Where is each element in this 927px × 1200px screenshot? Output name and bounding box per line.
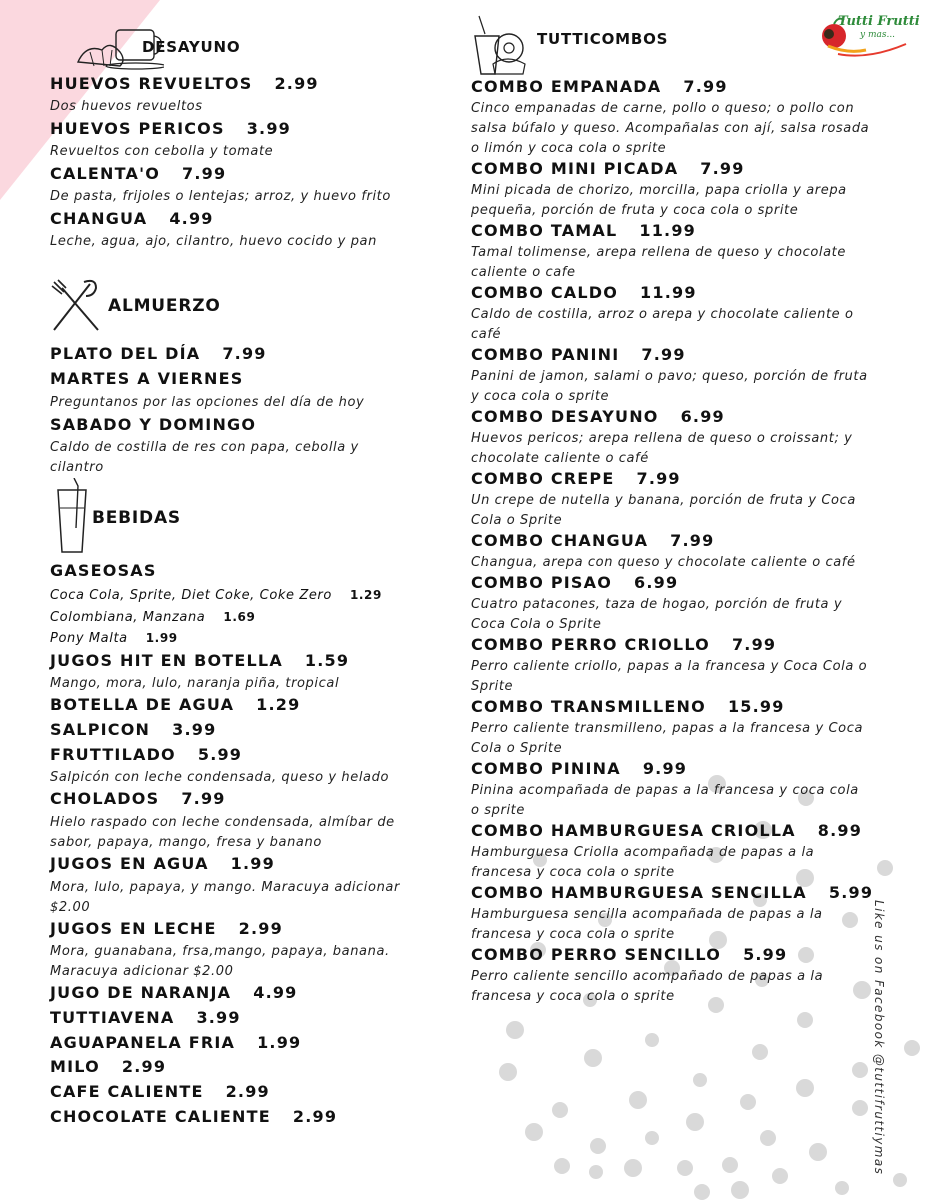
drink-glass-icon <box>54 478 90 556</box>
gaseosa-text: Coca Cola, Sprite, Diet Coke, Coke Zero <box>50 588 332 603</box>
item-description: Huevos pericos; arepa rellena de queso o croissant; y chocolate caliente o café <box>471 431 853 466</box>
item-price: 2.99 <box>292 1106 338 1126</box>
item-description: Tamal tolimense, arepa rellena de queso y chocolate caliente o cafe <box>471 245 846 280</box>
facebook-note: Like us on Facebook @tuttifruttiymas <box>872 900 886 1176</box>
item-description: Perro caliente sencillo acompañado de papas a la francesa y coca cola o sprite <box>471 969 824 1004</box>
item-name: JUGO DE NARANJA <box>50 983 232 1003</box>
decor-dot <box>694 1184 710 1200</box>
decor-dot <box>731 1181 749 1199</box>
menu-item <box>471 407 871 429</box>
item-name: TUTTIAVENA <box>50 1008 175 1027</box>
decor-dot <box>852 1100 868 1116</box>
item-price: 1.99 <box>257 1032 302 1052</box>
item-price: 8.99 <box>817 821 863 840</box>
sabado-desc: Caldo de costilla de res con papa, cebolla y cilantro <box>50 440 359 475</box>
decor-dot <box>722 1157 738 1173</box>
item-name: JUGOS EN AGUA <box>50 853 209 873</box>
decor-dot <box>645 1131 659 1145</box>
menu-item <box>50 918 450 943</box>
item-description: De pasta, frijoles o lentejas; arroz, y huevo frito <box>50 189 391 204</box>
menu-item <box>471 573 871 595</box>
item-name: MILO <box>50 1057 100 1077</box>
item-name: COMBO PANINI <box>471 345 620 364</box>
item-price: 2.99 <box>274 74 319 93</box>
menu-item <box>50 117 450 142</box>
item-name: COMBO PERRO SENCILLO <box>471 945 722 964</box>
decor-dot <box>893 1173 907 1187</box>
item-price: 7.99 <box>641 345 686 364</box>
item-description: Mora, guanabana, frsa,mango, papaya, banana. Maracuya adicionar $2.00 <box>50 944 390 980</box>
menu-item <box>50 1056 450 1081</box>
item-name: COMBO PERRO CRIOLLO <box>471 635 710 654</box>
martes-a-viernes: MARTES A VIERNES <box>50 369 244 388</box>
item-description: Hielo raspado con leche condensada, almíbar de sabor, papaya, mango, fresa y banano <box>50 814 395 850</box>
item-name: SALPICON <box>50 719 151 739</box>
decor-dot <box>554 1158 570 1174</box>
item-name: CHANGUA <box>50 209 148 228</box>
menu-item <box>50 744 450 769</box>
item-description: Cuatro patacones, taza de hogao, porción de fruta y Coca Cola o Sprite <box>471 597 843 632</box>
item-price: 7.99 <box>222 344 267 363</box>
decor-dot <box>796 1079 814 1097</box>
menu-item <box>50 1007 450 1032</box>
menu-item <box>471 945 871 967</box>
menu-item <box>471 635 871 657</box>
gaseosa-text: Pony Malta <box>50 631 128 646</box>
item-description: Leche, agua, ajo, cilantro, huevo cocido y pan <box>50 234 377 249</box>
item-name: COMBO HAMBURGUESA CRIOLLA <box>471 821 796 840</box>
decor-dot <box>835 1181 849 1195</box>
item-description: Salpicón con leche condensada, queso y helado <box>50 770 390 786</box>
item-price: 7.99 <box>700 159 745 178</box>
item-description: Changua, arepa con queso y chocolate caliente o café <box>471 555 856 570</box>
item-description: Mango, mora, lulo, naranja piña, tropical <box>50 676 340 692</box>
item-description: Un crepe de nutella y banana, porción de fruta y Coca Cola o Sprite <box>471 493 856 528</box>
decor-dot <box>852 1062 868 1078</box>
decor-dot <box>506 1021 524 1039</box>
desayuno-list <box>50 72 450 252</box>
menu-item <box>471 883 874 905</box>
decor-dot <box>589 1165 603 1179</box>
item-name: CALENTA'O <box>50 164 160 183</box>
gaseosa-line <box>50 628 450 650</box>
item-price: 9.99 <box>642 759 688 778</box>
item-price: 7.99 <box>182 164 227 183</box>
item-name: HUEVOS PERICOS <box>50 119 225 138</box>
item-price: 7.99 <box>636 469 681 488</box>
menu-item <box>50 694 450 719</box>
item-price: 2.99 <box>121 1057 167 1077</box>
gaseosas-list <box>50 585 450 650</box>
decor-dot <box>809 1143 827 1161</box>
item-price: 1.59 <box>304 650 350 670</box>
menu-item <box>471 159 871 181</box>
decor-dot <box>590 1138 606 1154</box>
gaseosa-price: 1.29 <box>349 588 382 602</box>
decor-dot <box>904 1040 920 1056</box>
menu-item <box>471 821 871 843</box>
decor-dot <box>693 1073 707 1087</box>
item-price: 4.99 <box>169 209 214 228</box>
item-name: COMBO MINI PICADA <box>471 159 679 178</box>
decor-dot <box>499 1063 517 1081</box>
item-price: 6.99 <box>680 407 725 426</box>
menu-item <box>471 759 871 781</box>
menu-item <box>50 788 450 813</box>
item-description: Mora, lulo, papaya, y mango. Maracuya adicionar $2.00 <box>50 879 400 915</box>
item-name: COMBO HAMBURGUESA SENCILLA <box>471 883 807 902</box>
logo-subtitle: y mas... <box>860 30 896 40</box>
menu-item <box>471 469 871 491</box>
item-description: Caldo de costilla, arroz o arepa y chocolate caliente o café <box>471 307 854 342</box>
item-name: PLATO DEL DÍA <box>50 344 201 363</box>
decor-dot <box>686 1113 704 1131</box>
menu-item <box>50 162 450 187</box>
item-description: Mini picada de chorizo, morcilla, papa criolla y arepa pequeña, porción de fruta y coca cola o sprite <box>471 183 847 218</box>
tutticombos-heading: TUTTICOMBOS <box>537 30 669 48</box>
menu-item <box>50 982 450 1007</box>
sabado-y-domingo: SABADO Y DOMINGO <box>50 415 257 434</box>
item-name: COMBO CALDO <box>471 283 619 302</box>
combo-list <box>471 77 874 1007</box>
menu-item <box>50 650 450 675</box>
item-description: Cinco empanadas de carne, pollo o queso; o pollo con salsa búfalo y queso. Acompañalas con ají, salsa rosada o limón y coca cola o sprite <box>471 101 870 156</box>
item-name: COMBO PISAO <box>471 573 613 592</box>
item-price: 5.99 <box>743 945 788 964</box>
menu-item <box>471 531 871 553</box>
item-description: Dos huevos revueltos <box>50 99 203 114</box>
plato-del-dia <box>50 343 450 368</box>
decor-dot <box>740 1094 756 1110</box>
item-price: 3.99 <box>172 719 217 739</box>
item-name: COMBO TAMAL <box>471 221 618 240</box>
menu-item <box>471 345 871 367</box>
item-price: 1.29 <box>256 695 301 715</box>
decor-dot <box>552 1102 568 1118</box>
almuerzo-section <box>50 343 450 478</box>
item-name: AGUAPANELA FRIA <box>50 1032 236 1052</box>
item-price: 6.99 <box>634 573 679 592</box>
item-price: 5.99 <box>828 883 874 902</box>
decor-dot <box>760 1130 776 1146</box>
martes-desc: Preguntanos por las opciones del día de hoy <box>50 395 365 410</box>
item-price: 11.99 <box>640 283 697 302</box>
item-name: COMBO EMPANADA <box>471 77 662 96</box>
decor-dot <box>797 1012 813 1028</box>
almuerzo-heading: ALMUERZO <box>108 296 221 316</box>
gaseosa-line <box>50 607 450 629</box>
item-name: COMBO PININA <box>471 759 621 778</box>
item-name: CHOLADOS <box>50 789 160 809</box>
item-description: Hamburguesa Criolla acompañada de papas a la francesa y coca cola o sprite <box>471 845 815 880</box>
item-price: 2.99 <box>238 918 283 938</box>
item-price: 1.99 <box>230 853 275 873</box>
menu-item <box>471 283 871 305</box>
item-price: 5.99 <box>197 744 243 764</box>
item-name: BOTELLA DE AGUA <box>50 695 235 715</box>
item-price: 3.99 <box>196 1008 241 1027</box>
menu-item <box>471 77 871 99</box>
item-price: 2.99 <box>225 1082 270 1102</box>
gaseosa-text: Colombiana, Manzana <box>50 609 206 625</box>
item-price: 7.99 <box>181 789 226 809</box>
decor-dot <box>752 1044 768 1060</box>
decor-dot <box>624 1159 642 1177</box>
menu-item <box>50 1106 450 1131</box>
logo-title: Tutti Frutti <box>838 14 920 29</box>
gaseosas-heading: GASEOSAS <box>50 561 157 580</box>
item-price: 7.99 <box>670 531 715 550</box>
decor-dot <box>645 1033 659 1047</box>
item-price: 15.99 <box>727 697 785 716</box>
menu-item <box>50 207 450 232</box>
item-name: COMBO CHANGUA <box>471 531 649 550</box>
item-description: Perro caliente transmilleno, papas a la francesa y Coca Cola o Sprite <box>471 721 864 756</box>
decor-dot <box>525 1123 543 1141</box>
fork-knife-icon <box>50 278 102 334</box>
menu-item <box>50 1081 450 1106</box>
decor-dot <box>877 860 893 876</box>
item-price: 7.99 <box>683 77 728 96</box>
menu-item <box>50 719 450 744</box>
item-name: COMBO TRANSMILLENO <box>471 697 706 716</box>
item-description: Revueltos con cebolla y tomate <box>50 144 274 159</box>
item-name: HUEVOS REVUELTOS <box>50 74 253 93</box>
decor-dot <box>677 1160 693 1176</box>
menu-item <box>471 697 871 719</box>
item-description: Hamburguesa sencilla acompañada de papas a la francesa y coca cola o sprite <box>471 907 823 942</box>
item-name: CAFE CALIENTE <box>50 1082 204 1102</box>
bebidas-section <box>50 560 450 1130</box>
item-price: 3.99 <box>246 119 291 138</box>
gaseosa-price: 1.99 <box>145 631 178 645</box>
gaseosa-price: 1.69 <box>223 609 256 624</box>
bebidas-heading: BEBIDAS <box>92 508 181 528</box>
combo-snacks-icon <box>471 14 527 78</box>
decor-dot <box>584 1049 602 1067</box>
item-name: COMBO DESAYUNO <box>471 407 659 426</box>
decor-dot <box>772 1168 788 1184</box>
item-name: FRUTTILADO <box>50 744 176 764</box>
decor-dot <box>629 1091 647 1109</box>
item-description: Pinina acompañada de papas a la francesa y coca cola o sprite <box>471 783 859 818</box>
item-name: CHOCOLATE CALIENTE <box>50 1106 271 1126</box>
item-price: 4.99 <box>253 983 298 1003</box>
item-description: Perro caliente criollo, papas a la francesa y Coca Cola o Sprite <box>471 659 868 694</box>
item-name: JUGOS HIT EN BOTELLA <box>50 650 283 670</box>
item-price: 11.99 <box>639 221 696 240</box>
menu-item <box>50 853 450 878</box>
menu-item <box>50 72 450 97</box>
item-description: Panini de jamon, salami o pavo; queso, porción de fruta y coca cola o sprite <box>471 369 868 404</box>
menu-item <box>50 1032 450 1057</box>
bebidas-list <box>50 650 450 1131</box>
desayuno-heading: DESAYUNO <box>142 38 241 56</box>
item-name: JUGOS EN LECHE <box>50 918 217 938</box>
gaseosa-line <box>50 585 450 607</box>
menu-item <box>471 221 871 243</box>
item-name: COMBO CREPE <box>471 469 615 488</box>
item-price: 7.99 <box>731 635 777 654</box>
